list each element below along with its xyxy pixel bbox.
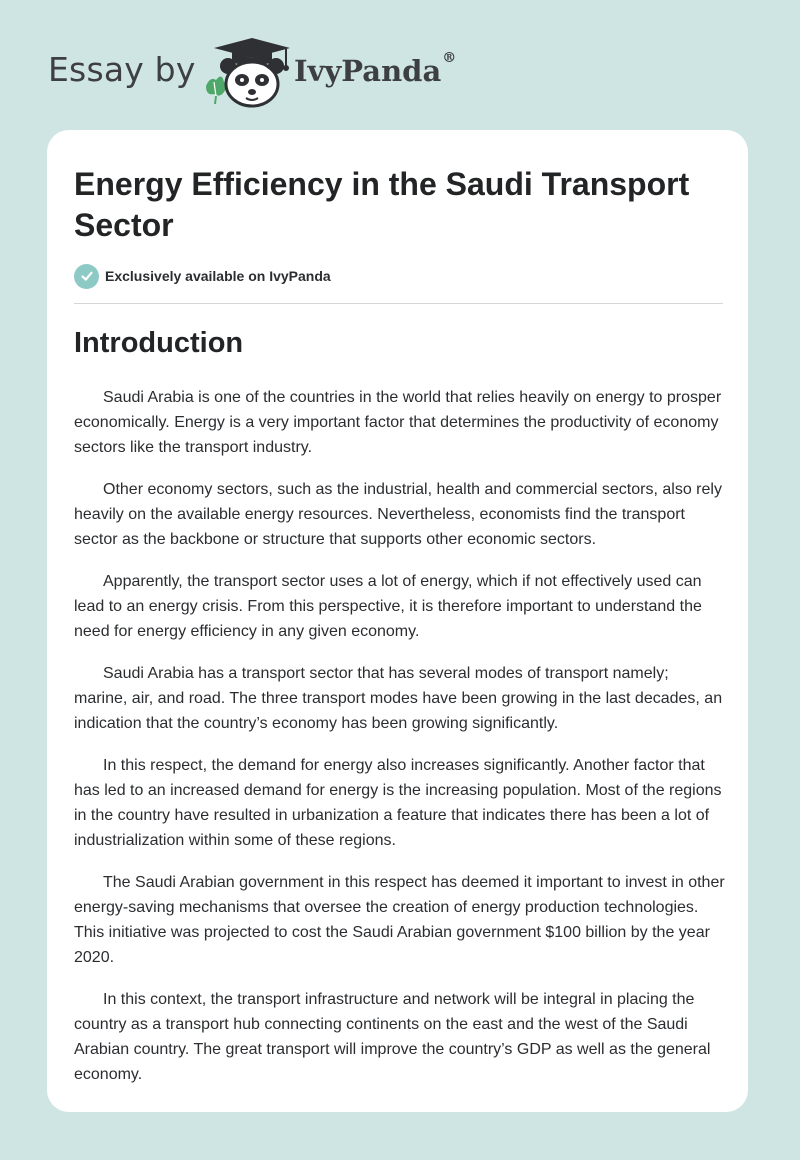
essay-by-label: Essay by — [48, 50, 196, 89]
section-title: Introduction — [74, 327, 244, 359]
checkmark-icon — [74, 264, 99, 289]
paragraph: Apparently, the transport sector uses a lot of energy, which if not effectively used can lead to an energy crisis. From this perspective, it is therefore important to understand the need for energy efficiency in any given economy. — [74, 573, 702, 640]
divider — [74, 303, 723, 304]
paragraph: Other economy sectors, such as the industrial, health and commercial sectors, also rely heavily on the available energy resources. Nevertheless, economists find the transport sector as the backbone or structure that supports other economic sectors. — [74, 481, 722, 548]
paragraph: Saudi Arabia is one of the countries in the world that relies heavily on energy to prosper economically. Energy is a very important factor that determines the productivity of economy sectors like the transport industry. — [74, 389, 722, 456]
essay-card — [47, 130, 748, 1112]
exclusive-badge — [74, 263, 331, 289]
paragraph: The Saudi Arabian government in this respect has deemed it important to invest in other energy-saving mechanisms that oversee the creation of energy production technologies. This initiative was projected to cost the Saudi Arabian government $100 billion by the year 2020. — [74, 874, 725, 966]
brand-label: IvyPanda — [294, 54, 442, 88]
paragraph: In this respect, the demand for energy also increases significantly. Another factor that has led to an increased demand for energy is the increasing population. Most of the regions in the country have resulted in urbanization a feature that indicates there has been a lot of industrialization within some of these regions. — [74, 757, 722, 849]
exclusive-badge-label: Exclusively available on IvyPanda — [105, 268, 331, 284]
paragraph: Saudi Arabia has a transport sector that has several modes of transport namely; marine, air, and road. The three transport modes have been growing in the last decades, an indication that the country’s economy has been growing significantly. — [74, 665, 723, 732]
essay-body — [74, 385, 726, 1104]
trademark-symbol: ® — [442, 50, 457, 66]
brand-name[interactable] — [294, 50, 457, 88]
panda-head-icon — [220, 58, 284, 106]
ivy-leaf-icon — [206, 76, 227, 104]
panda-logo-icon[interactable] — [200, 36, 296, 110]
essay-title: Energy Efficiency in the Saudi Transport Sector — [74, 166, 690, 243]
paragraph: In this context, the transport infrastructure and network will be integral in placing the country as a transport hub connecting continents on the east and the west of the Saudi Arabian country. The great transport will improve the country’s GDP as well as the general economy. — [74, 991, 711, 1083]
site-header — [0, 0, 800, 130]
